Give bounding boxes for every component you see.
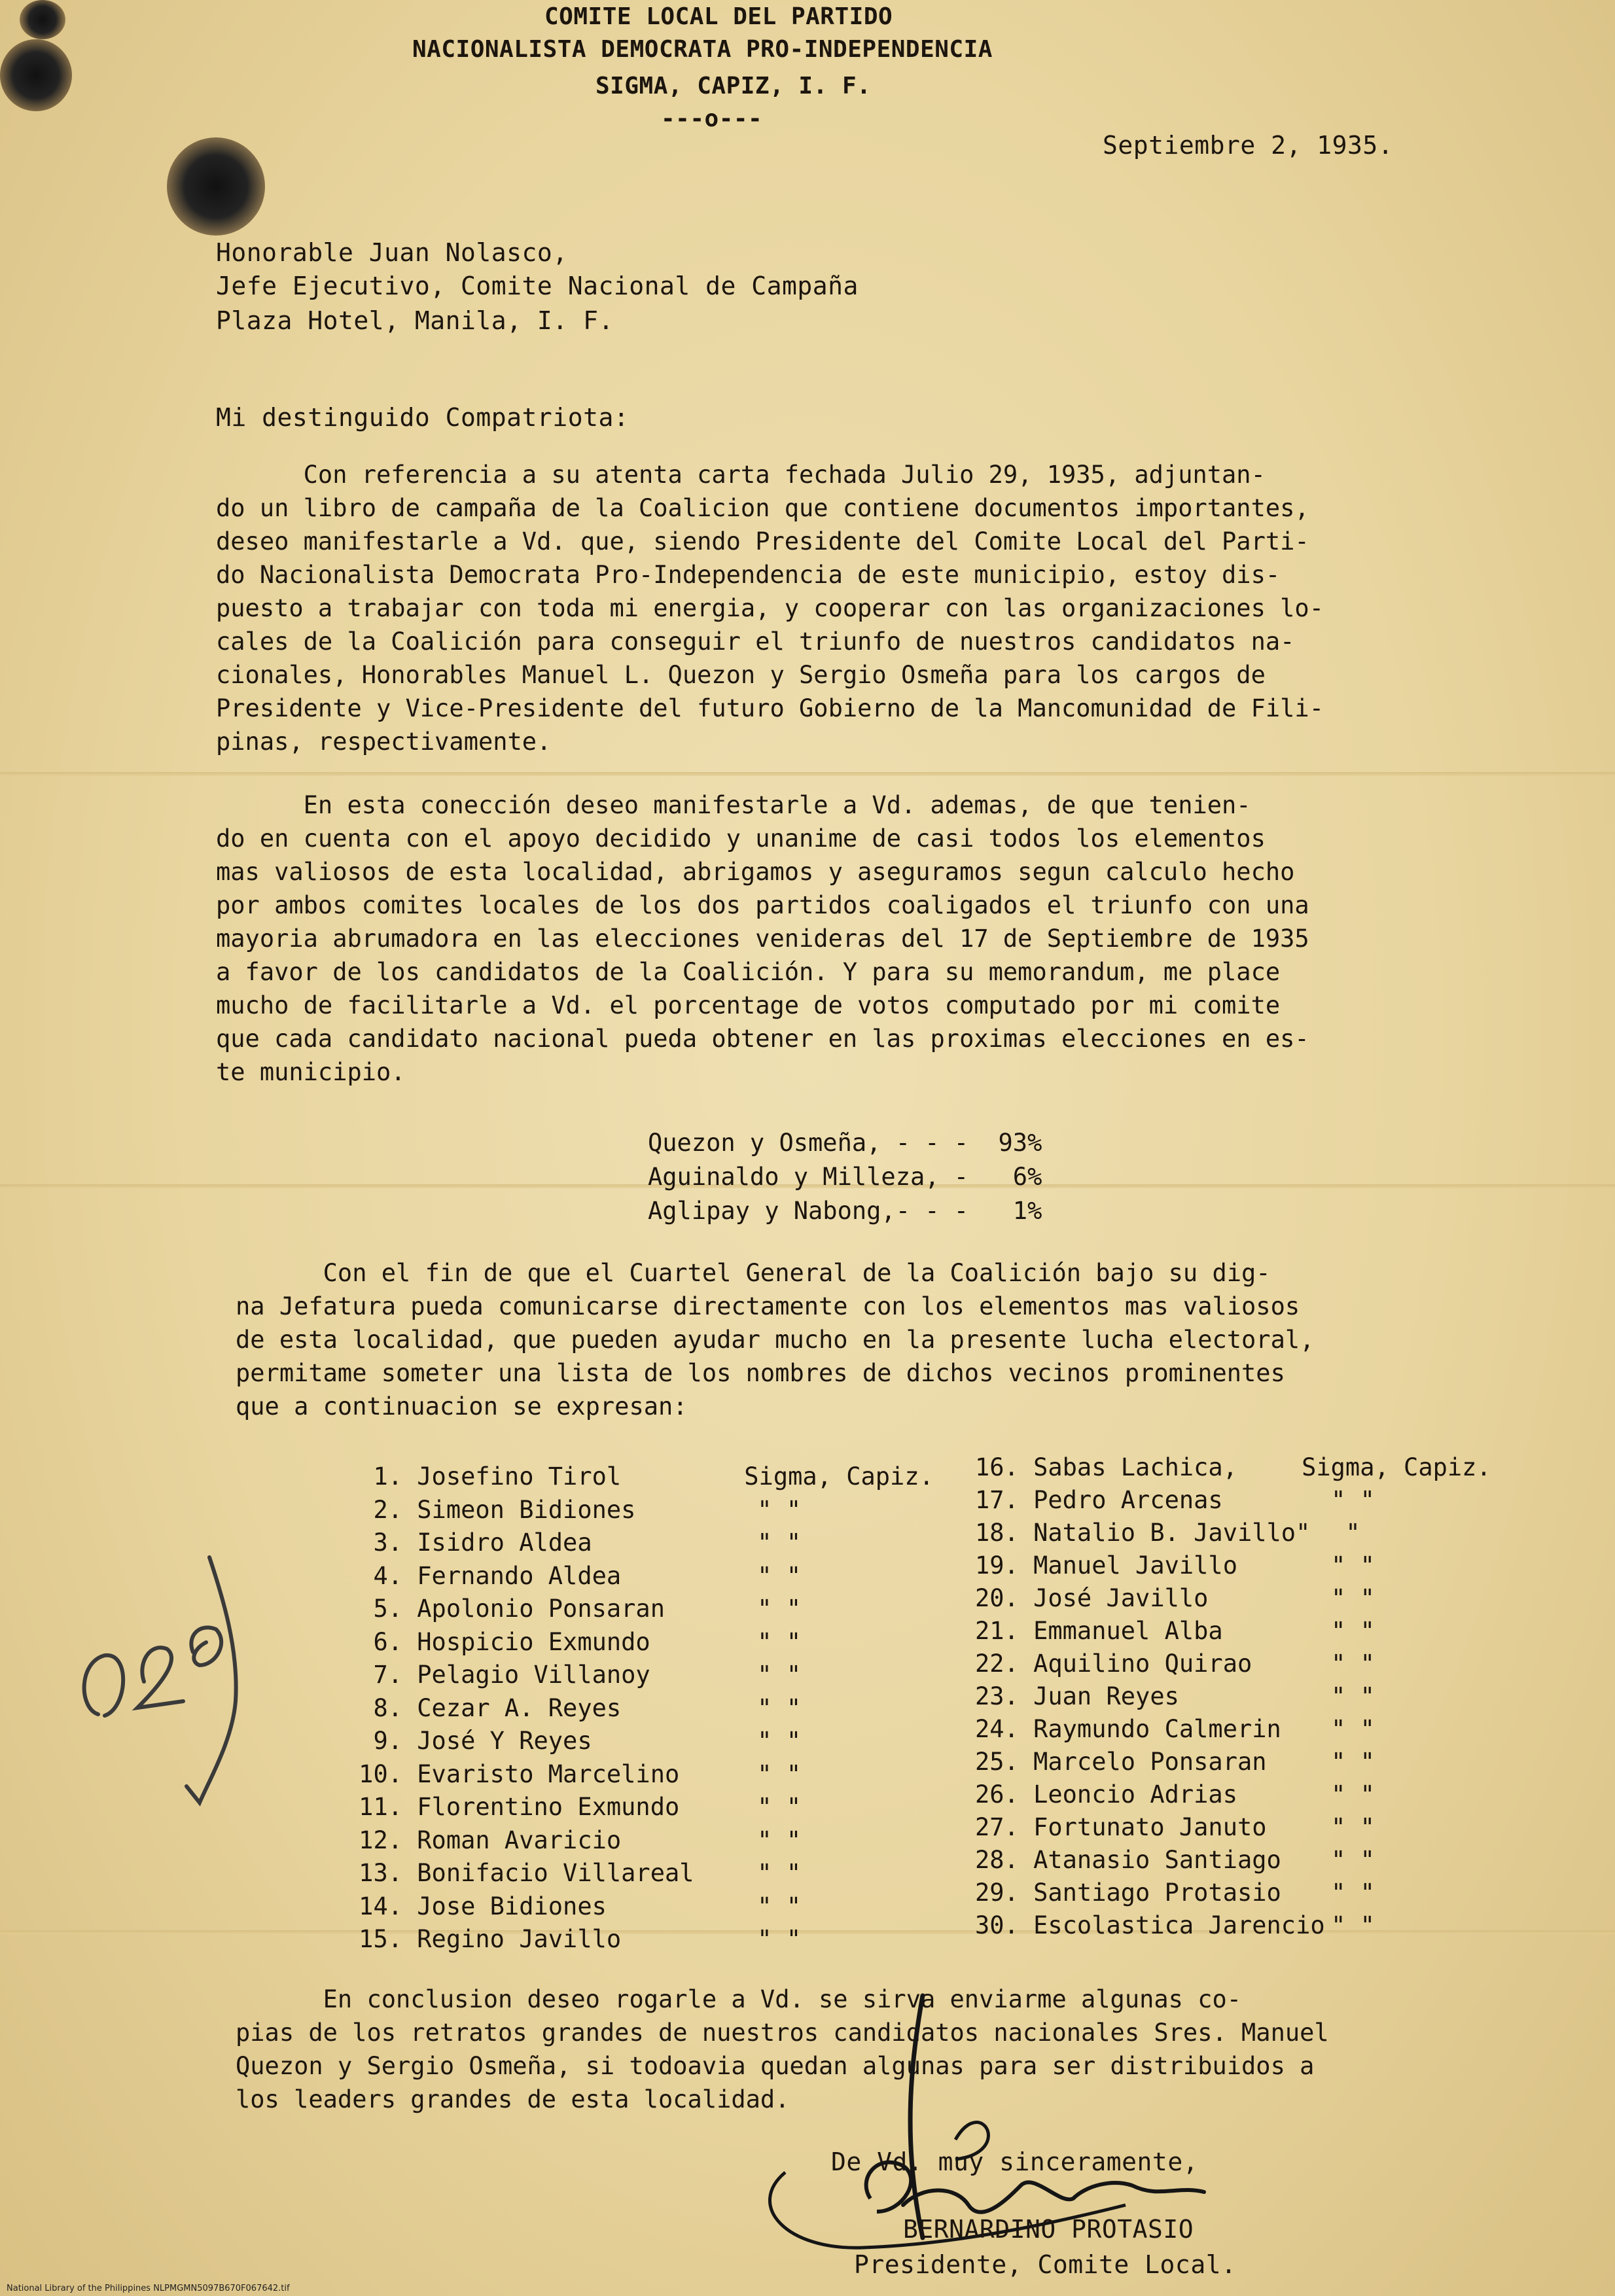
closing-line: De Vd. muy sinceramente, (831, 2147, 1199, 2176)
name-text: Raymundo Calmerin (1033, 1715, 1281, 1743)
name-place: " " (757, 1859, 802, 1887)
name-number: 17. (975, 1486, 1019, 1514)
name-number: 7. (373, 1661, 402, 1689)
name-place: " " (757, 1826, 802, 1854)
paragraph-4: En conclusion deseo rogarle a Vd. se sirva enviarme algunas co- pias de los retratos grandes de nuestros candidatos nacionales Sres. Manuel Quezon y Sergio Osmeña, si todoavia quedan algunas para ser distribuidos a los leaders grandes de esta localidad. (236, 1985, 1329, 2113)
name-row (975, 1451, 1491, 1484)
name-row (353, 1527, 801, 1559)
name-row (975, 1582, 1375, 1615)
name-text: Manuel Javillo (1033, 1551, 1237, 1580)
letterhead-line2: NACIONALISTA DEMOCRATA PRO-INDEPENDENCIA (412, 36, 993, 63)
name-row (975, 1648, 1375, 1680)
name-row (975, 1778, 1375, 1811)
name-number: 3. (373, 1528, 402, 1557)
name-text: Leoncio Adrias (1033, 1780, 1237, 1809)
name-row (353, 1593, 801, 1625)
name-row (975, 1549, 1375, 1582)
name-place: " " (1331, 1780, 1375, 1809)
name-text: Roman Avaricio (417, 1826, 622, 1854)
percentage-label: Aguinaldo y Milleza, - (648, 1163, 969, 1191)
name-text: Pedro Arcenas (1033, 1486, 1223, 1514)
name-text: José Javillo (1033, 1584, 1209, 1612)
name-text: Bonifacio Villareal (417, 1859, 694, 1887)
name-text: Hospicio Exmundo (417, 1628, 650, 1656)
percentage-label: Quezon y Osmeña, - - - (648, 1129, 969, 1157)
name-text: Isidro Aldea (417, 1528, 592, 1557)
name-text: Regino Javillo (417, 1925, 622, 1953)
name-row (353, 1758, 801, 1791)
percentage-row (648, 1161, 1042, 1193)
name-text: Emmanuel Alba (1033, 1617, 1223, 1645)
name-text: Escolastica Jarencio (1033, 1911, 1325, 1939)
name-place: " " (757, 1760, 802, 1788)
recipient-line1: Honorable Juan Nolasco, (216, 238, 568, 267)
name-row (975, 1811, 1375, 1844)
name-number: 16. (975, 1453, 1019, 1481)
name-number: 12. (359, 1826, 402, 1854)
name-place: Sigma, Capiz. (744, 1462, 934, 1491)
name-number: 18. (975, 1519, 1019, 1547)
name-number: 24. (975, 1715, 1019, 1743)
name-place: " " (1331, 1813, 1375, 1841)
name-place: " " (757, 1661, 802, 1689)
name-number: 14. (359, 1892, 402, 1920)
letterhead-line3: SIGMA, CAPIZ, I. F. (595, 73, 872, 99)
name-text: Cezar A. Reyes (417, 1694, 622, 1722)
name-row (975, 1746, 1375, 1778)
recipient-line2: Jefe Ejecutivo, Comite Nacional de Campaña (216, 272, 859, 300)
name-number: 11. (359, 1793, 402, 1821)
name-number: 23. (975, 1682, 1019, 1710)
name-text: Pelagio Villanoy (417, 1661, 650, 1689)
name-row (353, 1659, 801, 1691)
name-number: 19. (975, 1551, 1019, 1580)
name-place: " " (757, 1694, 802, 1722)
name-number: 15. (359, 1925, 402, 1953)
name-row (353, 1560, 801, 1593)
burn-hole (167, 137, 265, 236)
name-row (353, 1692, 801, 1725)
signer-name: BERNARDINO PROTASIO (903, 2215, 1194, 2244)
name-number: 9. (373, 1727, 402, 1755)
name-place: " " (757, 1793, 802, 1821)
name-row (353, 1725, 801, 1757)
percentage-value: 93% (998, 1129, 1042, 1157)
paragraph-1: Con referencia a su atenta carta fechada Julio 29, 1935, adjuntan- do un libro de campaña de la Coalicion que contiene documentos importantes, deseo manifestarle a Vd. que, siendo Presidente del Comite Local del Parti- do Nacionalista Democrata Pro-Independencia de este municipio, estoy dis- puesto a trabajar con toda mi energia, y cooperar con las organizaciones lo- cales de la Coalición para conseguir el triunfo de nuestros candidatos na- cionales, Honorables Manuel L. Quezon y Sergio Osmeña para los cargos de Presidente y Vice-Presidente del futuro Gobierno de la Mancomunidad de Fili- pinas, respectivamente. (216, 461, 1324, 756)
name-row (353, 1890, 801, 1923)
name-text: Aquilino Quirao (1033, 1650, 1252, 1678)
name-place: " " (1331, 1584, 1375, 1612)
percentage-value: 1% (1012, 1197, 1042, 1225)
burn-mark (0, 39, 72, 111)
name-number: 30. (975, 1911, 1019, 1939)
paragraph-3: Con el fin de que el Cuartel General de la Coalición bajo su dig- na Jefatura pueda comunicarse directamente con los elementos mas valiosos de esta localidad, que pueden ayudar mucho en la presente lucha electoral, permitame someter una lista de los nombres de dichos vecinos prominentes que a continuacion se expresan: (236, 1259, 1315, 1421)
name-text: Simeon Bidiones (417, 1496, 636, 1524)
name-place: " " (757, 1628, 802, 1656)
name-row (353, 1857, 801, 1890)
name-place: " " (757, 1496, 802, 1524)
name-place: " " (757, 1528, 802, 1557)
name-row (353, 1626, 801, 1659)
name-place: " " (1331, 1486, 1375, 1514)
name-text: Evaristo Marcelino (417, 1760, 680, 1788)
name-row (975, 1484, 1375, 1517)
name-row (975, 1517, 1360, 1549)
name-text: Apolonio Ponsaran (417, 1595, 665, 1623)
burn-mark (20, 0, 65, 39)
marginal-pencil-note (59, 1544, 281, 1819)
name-text: José Y Reyes (417, 1727, 592, 1755)
name-row (975, 1877, 1375, 1909)
name-place: " " (757, 1925, 802, 1953)
name-number: 6. (373, 1628, 402, 1656)
name-row (975, 1844, 1375, 1877)
name-row (353, 1460, 934, 1493)
name-text: Fortunato Januto (1033, 1813, 1267, 1841)
name-place: " " (1331, 1682, 1375, 1710)
name-row (353, 1923, 801, 1956)
name-row (975, 1615, 1375, 1648)
name-place: " " (757, 1595, 802, 1623)
name-number: 13. (359, 1859, 402, 1887)
name-text: Sabas Lachica, (1033, 1453, 1237, 1481)
name-text: Jose Bidiones (417, 1892, 607, 1920)
name-text: Natalio B. Javillo" (1033, 1519, 1311, 1547)
name-place: " (1331, 1519, 1360, 1547)
name-text: Fernando Aldea (417, 1562, 622, 1590)
name-text: Juan Reyes (1033, 1682, 1179, 1710)
name-row (975, 1713, 1375, 1746)
name-place: " " (757, 1562, 802, 1590)
archive-footer: National Library of the Philippines NLPMGMN5097B670F067642.tif (7, 2284, 290, 2293)
percentage-row (648, 1195, 1042, 1227)
name-number: 8. (373, 1694, 402, 1722)
percentage-row (648, 1127, 1042, 1159)
name-row (353, 1824, 801, 1857)
name-place: " " (1331, 1846, 1375, 1874)
name-row (353, 1791, 801, 1824)
percentage-label: Aglipay y Nabong,- - - (648, 1197, 969, 1225)
name-number: 2. (373, 1496, 402, 1524)
name-number: 28. (975, 1846, 1019, 1874)
name-number: 25. (975, 1748, 1019, 1776)
name-place: " " (1331, 1650, 1375, 1678)
name-number: 10. (359, 1760, 402, 1788)
signer-title: Presidente, Comite Local. (854, 2250, 1237, 2279)
name-number: 20. (975, 1584, 1019, 1612)
name-place: " " (1331, 1911, 1375, 1939)
name-place: " " (757, 1727, 802, 1755)
name-text: Florentino Exmundo (417, 1793, 680, 1821)
name-text: Atanasio Santiago (1033, 1846, 1281, 1874)
name-row (975, 1909, 1375, 1942)
name-place: " " (1331, 1617, 1375, 1645)
percentage-value: 6% (1012, 1163, 1042, 1191)
recipient-line3: Plaza Hotel, Manila, I. F. (216, 306, 614, 335)
name-number: 21. (975, 1617, 1019, 1645)
name-number: 22. (975, 1650, 1019, 1678)
name-text: Santiago Protasio (1033, 1879, 1281, 1907)
paragraph-2: En esta conección deseo manifestarle a Vd. ademas, de que tenien- do en cuenta con el apoyo decidido y unanime de casi todos los elementos mas valiosos de esta localidad, abrigamos y aseguramos segun calculo hecho por ambos comites locales de los dos partidos coaligados el triunfo con una mayoria abrumadora en las elecciones venideras del 17 de Septiembre de 1935 a favor de los candidatos de la Coalición. Y para su memorandum, me place mucho de facilitarle a Vd. el porcentage de votos computado por mi comite que cada candidato nacional pueda obtener en las proximas elecciones en es- te municipio. (216, 791, 1309, 1086)
name-number: 5. (373, 1595, 402, 1623)
name-row (975, 1680, 1375, 1713)
name-text: Josefino Tirol (417, 1462, 622, 1491)
letterhead-rule: ---o--- (661, 105, 763, 132)
name-number: 29. (975, 1879, 1019, 1907)
name-place: " " (757, 1892, 802, 1920)
name-place: Sigma, Capiz. (1302, 1453, 1491, 1481)
letter-date: Septiembre 2, 1935. (1103, 131, 1394, 160)
name-number: 27. (975, 1813, 1019, 1841)
letterhead-line1: COMITE LOCAL DEL PARTIDO (544, 3, 893, 30)
name-number: 1. (373, 1462, 402, 1491)
name-text: Marcelo Ponsaran (1033, 1748, 1267, 1776)
name-number: 26. (975, 1780, 1019, 1809)
name-place: " " (1331, 1748, 1375, 1776)
fold-crease (0, 772, 1615, 776)
salutation: Mi destinguido Compatriota: (216, 403, 630, 432)
name-row (353, 1494, 801, 1527)
name-place: " " (1331, 1715, 1375, 1743)
name-place: " " (1331, 1879, 1375, 1907)
name-number: 4. (373, 1562, 402, 1590)
name-place: " " (1331, 1551, 1375, 1580)
